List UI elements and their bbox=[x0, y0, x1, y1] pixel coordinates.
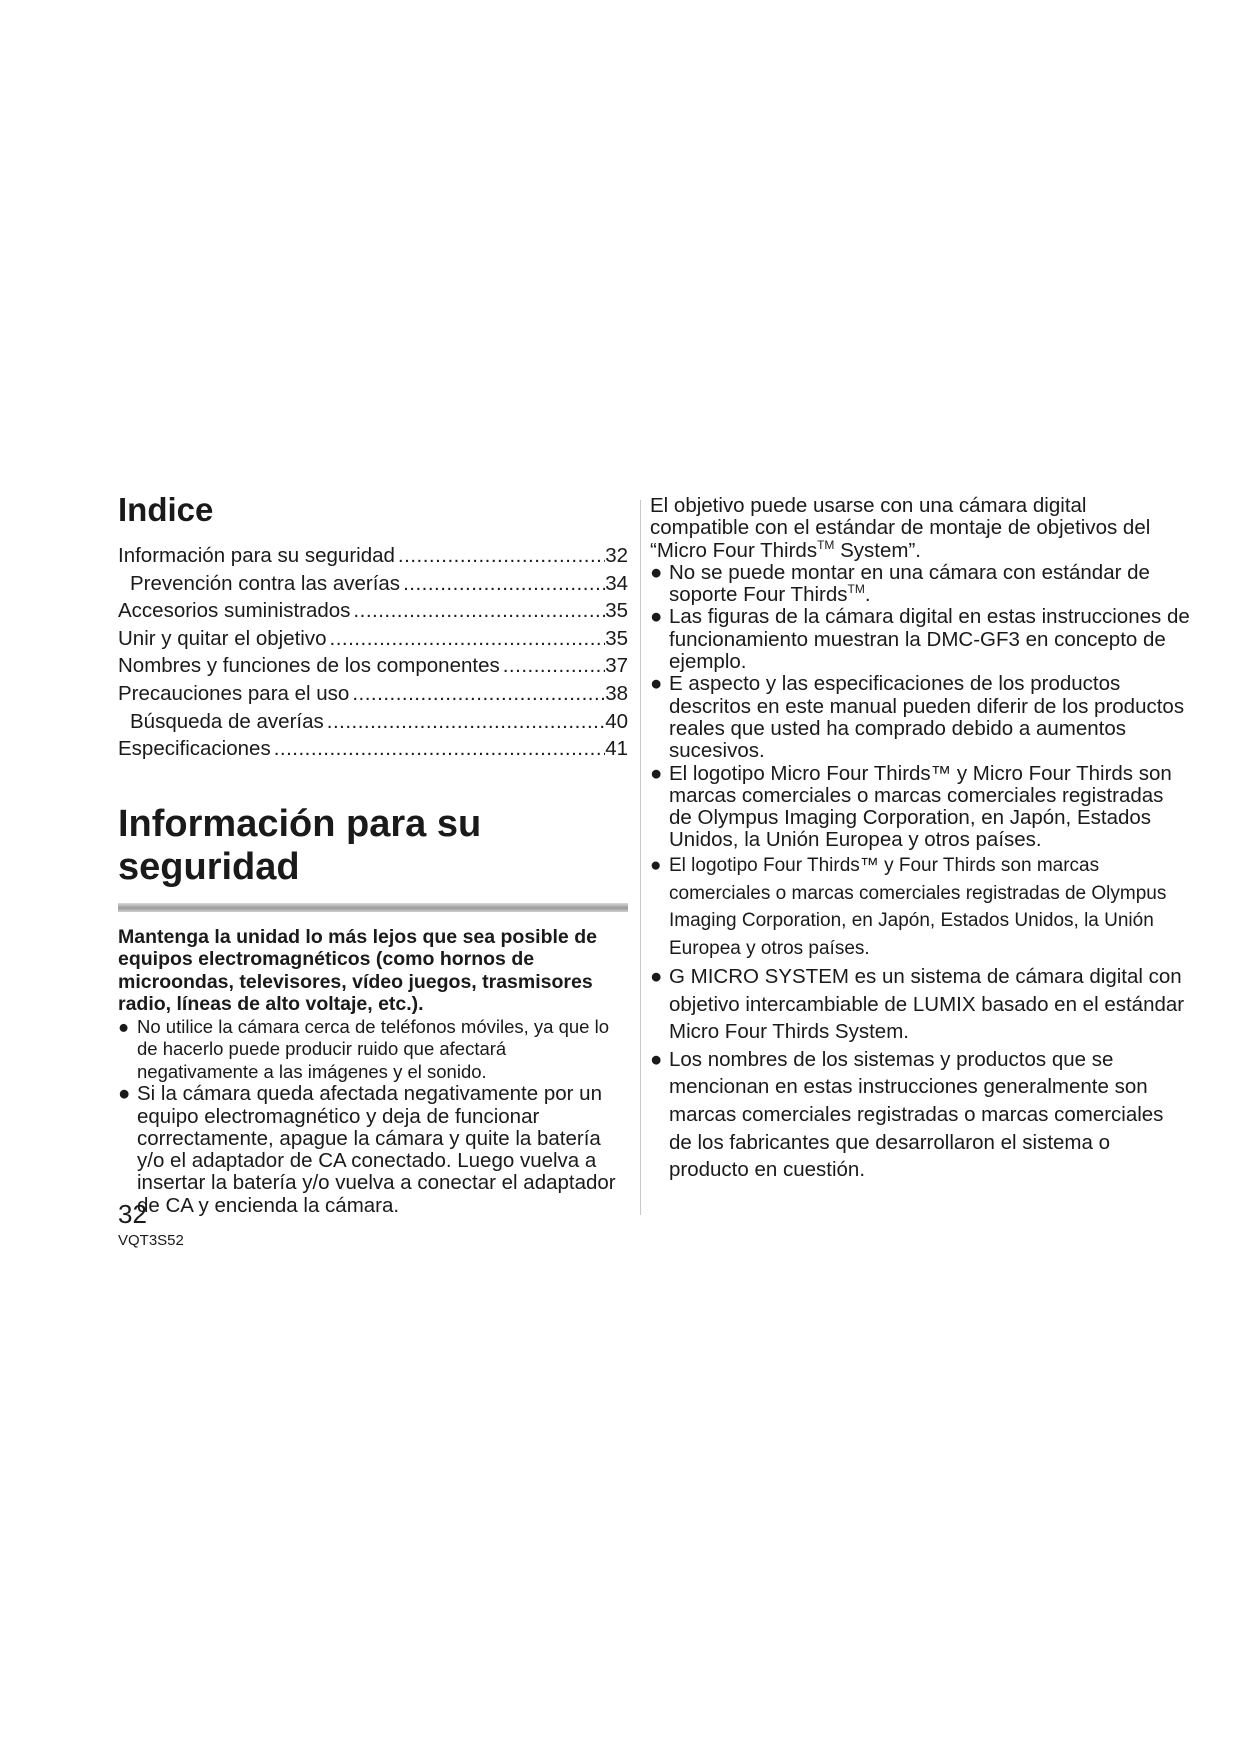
toc-entry-page: 35 bbox=[605, 599, 628, 623]
toc-list bbox=[118, 542, 628, 763]
toc-entry-page: 38 bbox=[605, 681, 628, 705]
safety-heading bbox=[118, 803, 628, 889]
bullet-icon: ● bbox=[650, 672, 663, 696]
toc-entry-label: Accesorios suministrados bbox=[118, 599, 351, 623]
toc-leader-dots bbox=[350, 597, 605, 625]
tm-mark: TM bbox=[817, 537, 835, 552]
safety-bullet-text: No utilice la cámara cerca de teléfonos móviles, ya que lo de hacerlo puede producir ruido que afectará negativamente a las imágenes y el sonido. bbox=[137, 1015, 609, 1082]
lens-intro bbox=[650, 495, 1190, 562]
toc-leader-dots bbox=[327, 625, 606, 653]
toc-entry-label: Prevención contra las averías bbox=[130, 571, 401, 595]
toc-entry-label: Nombres y funciones de los componentes bbox=[118, 654, 500, 678]
toc-entry-page: 32 bbox=[605, 544, 628, 567]
tm-mark: TM bbox=[847, 582, 865, 597]
toc-entry bbox=[118, 570, 628, 598]
toc-entry-page: 34 bbox=[605, 571, 628, 595]
bullet-icon: ● bbox=[650, 964, 663, 988]
toc-entry bbox=[118, 625, 628, 653]
bullet-icon: ● bbox=[650, 761, 663, 785]
toc-entry bbox=[118, 735, 628, 763]
bullet-icon: ● bbox=[650, 854, 662, 876]
toc-entry bbox=[118, 542, 628, 570]
note-bullet bbox=[650, 673, 1190, 762]
toc-leader-dots bbox=[271, 735, 605, 763]
right-column bbox=[650, 495, 1190, 1184]
lens-intro-end: System”. bbox=[834, 538, 921, 562]
bullet-icon: ● bbox=[118, 1082, 131, 1106]
toc-entry-label: Búsqueda de averías bbox=[130, 709, 324, 733]
document-code: VQT3S52 bbox=[118, 1232, 184, 1249]
note-bullet bbox=[650, 963, 1190, 1046]
safety-bullet-text: Si la cámara queda afectada negativamente por un equipo electromagnético y deja de funcionar correctamente, apague la cámara y quite la batería y/o el adaptador de CA conectado. Luego vuelva a insertar la batería y/o vuelva a conectar el adaptador de CA y encienda la cámara. bbox=[137, 1082, 616, 1217]
safety-heading-line2: seguridad bbox=[118, 845, 300, 888]
safety-bullet bbox=[118, 1016, 628, 1084]
note-bullet bbox=[650, 763, 1190, 852]
note-text: G MICRO SYSTEM es un sistema de cámara digital con objetivo intercambiable de LUMIX basado en el estándar Micro Four Thirds System. bbox=[669, 964, 1185, 1044]
column-divider bbox=[640, 500, 641, 1215]
note-bullet bbox=[650, 606, 1190, 673]
toc-entry-label: Especificaciones bbox=[118, 737, 271, 761]
toc-entry-label: Unir y quitar el objetivo bbox=[118, 626, 327, 650]
bullet-icon: ● bbox=[118, 1015, 130, 1037]
left-column bbox=[118, 492, 628, 1217]
toc-entry-page: 40 bbox=[605, 709, 628, 733]
toc-leader-dots bbox=[324, 708, 605, 736]
toc-entry bbox=[118, 597, 628, 625]
bullet-icon: ● bbox=[650, 560, 663, 584]
note-bullet bbox=[650, 852, 1190, 963]
toc-entry-label: Información para su seguridad bbox=[118, 544, 395, 567]
safety-bullet bbox=[118, 1083, 628, 1217]
note-text: El logotipo Four Thirds™ y Four Thirds son marcas comerciales o marcas comerciales registradas de Olympus Imaging Corporation, en Japón, Estados Unidos, la Unión Europea y otros países. bbox=[669, 854, 1167, 960]
toc-leader-dots bbox=[500, 652, 605, 680]
note-text: Los nombres de los sistemas y productos que se mencionan en estas instrucciones generalmente son marcas comerciales registradas o marcas comerciales de los fabricantes que desarrollaron el sistema o producto en cuestión. bbox=[669, 1047, 1164, 1182]
note-bullet bbox=[650, 562, 1190, 607]
note-bullet bbox=[650, 1046, 1190, 1184]
toc-leader-dots bbox=[395, 542, 605, 570]
safety-warning: Mantenga la unidad lo más lejos que sea posible de equipos electromagnéticos (como hornos de microondas, televisores, vídeo juegos, trasmisores radio, líneas de alto voltaje, etc.). bbox=[118, 925, 597, 1016]
toc-title: Indice bbox=[118, 491, 214, 528]
toc-entry-page: 37 bbox=[605, 654, 628, 678]
section-rule bbox=[118, 903, 628, 912]
toc-entry bbox=[118, 708, 628, 736]
toc-entry-page: 41 bbox=[605, 737, 628, 761]
lens-intro-text: El objetivo puede usarse con una cámara digital compatible con el estándar de montaje de objetivos del “Micro Four Thirds bbox=[650, 494, 1151, 562]
note-text-end: . bbox=[864, 583, 871, 607]
toc-leader-dots bbox=[349, 680, 605, 708]
bullet-icon: ● bbox=[650, 605, 663, 629]
safety-heading-line1: Información para su bbox=[118, 802, 482, 845]
toc-entry-page: 35 bbox=[605, 626, 628, 650]
bullet-icon: ● bbox=[650, 1047, 663, 1071]
note-text: E aspecto y las especificaciones de los productos descritos en este manual pueden diferir de los productos reales que usted ha comprado debido a aumentos sucesivos. bbox=[669, 672, 1185, 763]
note-text: Las figuras de la cámara digital en estas instrucciones de funcionamiento muestran la DMC-GF3 en concepto de ejemplo. bbox=[669, 605, 1190, 674]
toc-entry bbox=[118, 652, 628, 680]
toc-entry bbox=[118, 680, 628, 708]
page-number: 32 bbox=[118, 1199, 147, 1229]
toc-entry-label: Precauciones para el uso bbox=[118, 681, 350, 705]
note-text: No se puede montar en una cámara con estándar de soporte Four Thirds bbox=[669, 560, 1150, 607]
note-text: El logotipo Micro Four Thirds™ y Micro Four Thirds son marcas comerciales o marcas comerciales registradas de Olympus Imaging Corporation, en Japón, Estados Unidos, la Unión Europea y otros países. bbox=[669, 761, 1172, 852]
toc-leader-dots bbox=[400, 570, 605, 598]
